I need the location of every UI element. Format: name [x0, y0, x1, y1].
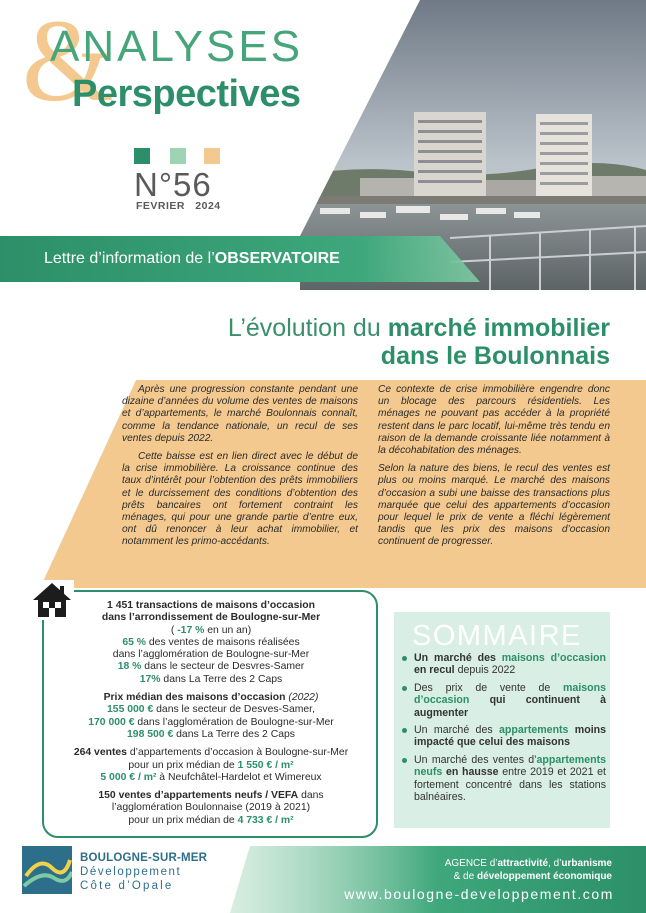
logo-text-line1: BOULOGNE-SUR-MER	[80, 852, 208, 864]
sommaire-item[interactable]: Des prix de vente de maisons d’occasion qui continuent à augmenter	[400, 682, 606, 719]
square-dark-green	[134, 148, 150, 164]
sommaire-item[interactable]: Un marché des appartements moins impacté que celui des maisons	[400, 724, 606, 749]
sommaire-title: SOMMAIRE	[412, 620, 582, 652]
page-title-line1: L’évolution du marché immobilier	[227, 314, 610, 342]
key-figures-houses: 1 451 transactions de maisons d’occasion dans l’arrondissement de Boulogne-sur-Mer ( -17 % en un an) 65 % des ventes de maisons réalisées dans l’agglomération de Boulogne-sur-Mer 18 % dans le secteur de Desvres-Samer 17% dans La Terre des 2 Caps	[101, 600, 321, 685]
edito-column-left	[122, 384, 358, 555]
square-light-green	[170, 148, 186, 164]
ampersand-logo: &	[22, 0, 114, 126]
edito-paragraph: Après une progression constante pendant une dizaine d’années du volume des ventes de maisons et d’appartements, le marché Boulonnais connaît, comme la tendance nationale, un recul de ses ventes depuis 2022.	[122, 384, 358, 444]
sommaire-item[interactable]: Un marché des ventes d’appartements neufs en hausse entre 2019 et 2021 et fortement concentré dans les stations balnéaires.	[400, 754, 606, 804]
edito-column-right	[378, 384, 610, 555]
key-figures-new-apartments: 150 ventes d’appartements neufs / VEFA dans l’agglomération Boulonnaise (2019 à 2021) pour un prix médian de 4 733 € / m²	[98, 790, 324, 826]
newsletter-label: Lettre d’information de l’OBSERVATOIRE	[44, 250, 340, 267]
edito-paragraph: Ce contexte de crise immobilière engendre donc un blocage des parcours résidentiels. Les ménages ne pouvant pas accéder à la propriété restent dans le parc locatif, lui-même très tendu en raison de la demande croissante liée notamment à la décohabitation des ménages.	[378, 384, 610, 457]
edito-label: EDITO	[20, 301, 120, 431]
boulogne-logo-icon	[22, 846, 72, 894]
agency-tagline-line2: & de développement économique	[453, 871, 612, 882]
edito-paragraph: Selon la nature des biens, le recul des ventes est plus ou moins marqué. Le marché des maisons d’occasion a subi une baisse des transactions plus marquée que celui des appartements d’occasion pour lequel le prix de vente a fléchi légèrement tandis que les prix des maisons d’occasion continuent de progresser.	[378, 463, 610, 548]
key-figures-median-price: Prix médian des maisons d’occasion (2022) 155 000 € dans le secteur de Desves-Samer, 170 000 € dans l’agglomération de Boulogne-sur-Mer 198 500 € dans La Terre des 2 Caps	[88, 692, 334, 740]
title-perspectives: Perspectives	[72, 73, 301, 115]
edito-paragraph: Cette baisse est en lien direct avec le début de la crise immobilière. La croissance continue des taux d’intérêt pour l’obtention des prêts immobiliers et le durcissement des conditions d’obtention des prêts bancaires ont fortement contraint les ménages, qui pour une grande partie d’entre eux, ont dû renoncer à leur achat immobilier, et notamment les primo-accédants.	[122, 451, 358, 548]
logo-text-line2: Développement	[80, 866, 182, 878]
key-figures-text	[46, 600, 376, 833]
logo-text-line3: Côte d’Opale	[80, 880, 174, 892]
key-figures-apartments: 264 ventes d’appartements d’occasion à Boulogne-sur-Mer pour un prix médian de 1 550 € / m² 5 000 € / m² à Neufchâtel-Hardelot et Wimereux	[73, 747, 349, 783]
issue-date: FEVRIER 2024	[136, 200, 221, 212]
page-title-line2: dans le Boulonnais	[380, 342, 610, 370]
square-orange	[204, 148, 220, 164]
sommaire-list	[400, 652, 606, 808]
website-link[interactable]: www.boulogne-developpement.com	[344, 886, 614, 902]
title-analyses: ANALYSES	[50, 22, 304, 71]
agency-tagline-line1: AGENCE d’attractivité, d’urbanisme	[444, 858, 612, 869]
issue-number: N°56	[134, 166, 212, 203]
sommaire-item[interactable]: Un marché des maisons d’occasion en recul depuis 2022	[400, 652, 606, 677]
